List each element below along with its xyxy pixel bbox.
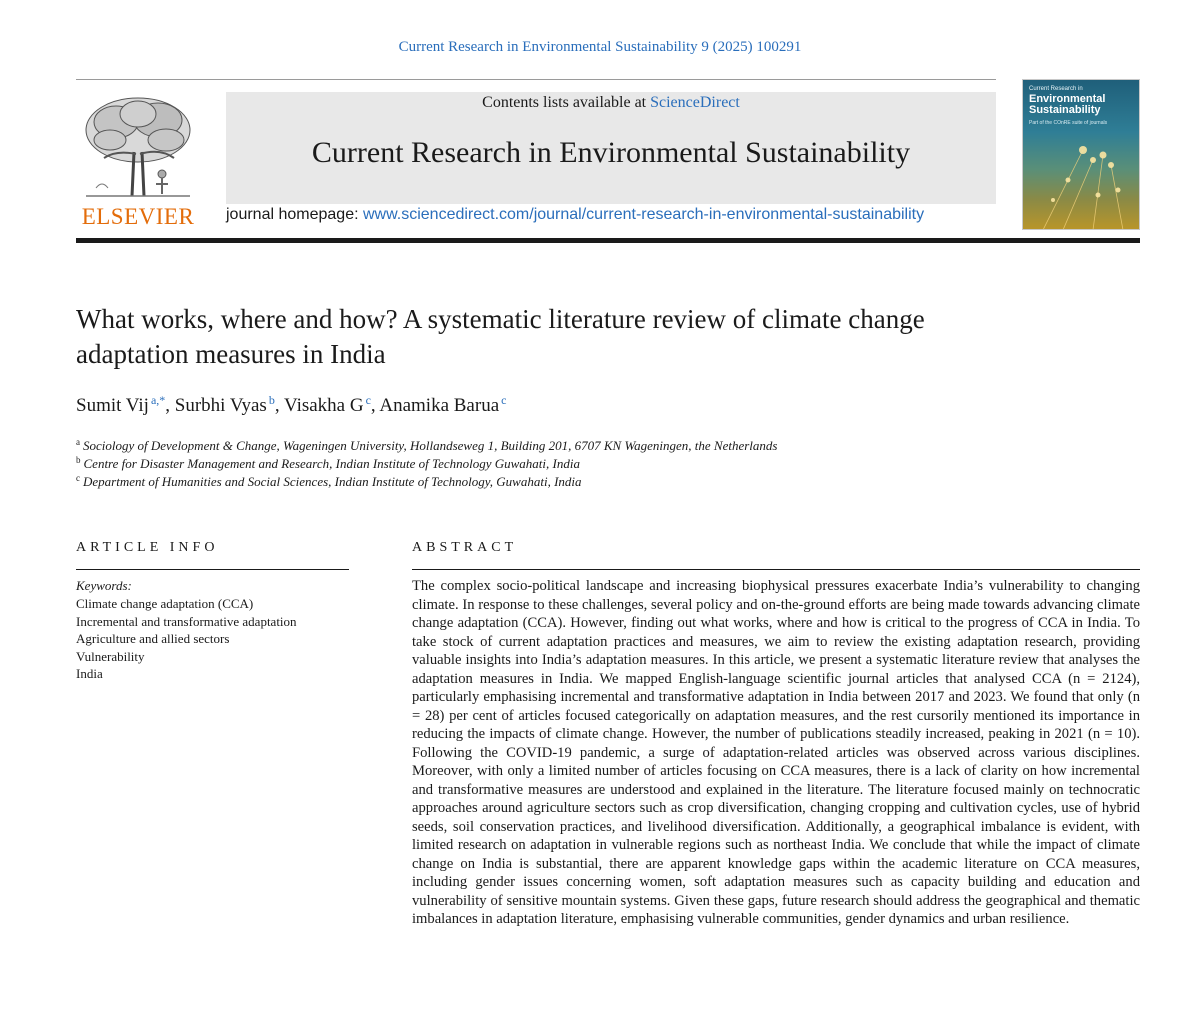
affiliation-label: c: [76, 473, 80, 483]
article-info-heading: ARTICLE INFO: [76, 540, 219, 555]
author-affiliation-mark[interactable]: a,*: [150, 393, 166, 407]
sciencedirect-link[interactable]: ScienceDirect: [650, 94, 740, 111]
cover-subtitle: Part of the COnRE suite of journals: [1029, 120, 1108, 126]
abstract-body: The complex socio-political landscape and increasing biophysical pressures exacerbate India’s vulnerability to changing climate. In response to these challenges, several policy and on-the-ground efforts are being made towards advancing climate change adaptation (CCA). However, finding out what works, where and how is critical to the progress of CCA in India. To take stock of current adaptation practices and measures, we aim to review the existing adaptation research, providing valuable insights into India’s adaptation measures. In this article, we present a systematic literature review that analyses the adaptation measures in India. We mapped English-language scientific journal articles that analysed CCA (n = 2124), particularly emphasising incremental and transformative adaptation in India between 2017 and 2023. We found that only (n = 28) per cent of articles focused categorically on adaptation measures, and the rest cursorily mentioned its importance in reducing the impacts of climate change. However, the number of publications steadily increased, peaking in 2021 (n = 10). Following the COVID-19 pandemic, a surge of adaptation-related articles was observed across various disciplines. Moreover, with only a limited number of articles focusing on CCA measures, there is a lack of clarity on how incremental and transformative measures are understood and explained in the literature. The literature focused mainly on technocratic approaches around agriculture sectors such as crop diversification, changing cropping and cultivation cycles, use of hybrid seeds, soil conservation practices, and livelihood diversification. Additionally, a geographical imbalance is evident, with limited research on adaptation in vulnerable regions such as northeast India. We conclude that while the impact of climate change on India is substantial, there are apparent knowledge gaps within the academic literature on CCA measures, including gender issues concerning women, soft adaptation measures such as capacity building and education and vulnerability of sensitive mountain systems. Given these gaps, future research should address the geographical and thematic imbalances in adaptation literature, emphasising vulnerable communities, gender dynamics and urban resilience.: [412, 578, 1140, 927]
author-affiliation-mark[interactable]: c: [501, 393, 507, 407]
journal-homepage-link[interactable]: www.sciencedirect.com/journal/current-research-in-environmental-sustainability: [362, 206, 925, 223]
contents-prefix: Contents lists available at: [482, 94, 651, 111]
author-list: Sumit Vij $^{a,*}$, Surbhi Vyas $^b$, Visakha G $^c$, Anamika Barua $^c$: [76, 393, 507, 416]
cover-title: Environmental Sustainability: [1029, 93, 1106, 116]
affiliation: [76, 455, 580, 472]
keyword-item: Climate change adaptation (CCA): [76, 596, 254, 611]
elsevier-wordmark: ELSEVIER: [81, 204, 195, 229]
affiliation: [76, 437, 777, 454]
affiliation-text: Department of Humanities and Social Sciences, Indian Institute of Technology, Guwahati, India: [83, 474, 582, 489]
keyword-item: Incremental and transformative adaptation: [76, 613, 297, 629]
cover-droplets-icon: [1023, 80, 1140, 230]
keyword-item: Vulnerability: [76, 648, 145, 664]
keyword-item: India: [76, 666, 103, 681]
cover-small-text: Current Research in: [1029, 86, 1083, 92]
abstract-rule: [412, 569, 1140, 570]
affiliation-label: a: [76, 437, 80, 447]
journal-banner: [226, 92, 996, 204]
journal-title: Current Research in Environmental Sustainability: [311, 136, 911, 169]
keywords-label: Keywords:: [76, 578, 132, 593]
journal-homepage-line: [226, 206, 996, 224]
author-affiliation-mark[interactable]: b: [268, 393, 275, 407]
author-name[interactable]: Sumit Vij: [76, 395, 149, 416]
homepage-label: journal homepage:: [226, 206, 363, 223]
abstract-heading: ABSTRACT: [412, 540, 518, 555]
elsevier-tree-icon: [76, 92, 200, 202]
header-top-rule: [76, 79, 996, 80]
affiliation: [76, 473, 582, 490]
article-title: What works, where and how? A systematic literature review of climate change adaptation measures in India: [76, 304, 925, 369]
affiliation-text: Centre for Disaster Management and Research, Indian Institute of Technology Guwahati, India: [83, 456, 580, 471]
journal-citation-link[interactable]: Current Research in Environmental Sustainability 9 (2025) 100291: [398, 39, 802, 55]
journal-cover-image[interactable]: [1022, 79, 1140, 230]
contents-available-line: [226, 94, 996, 112]
article-info-rule: [76, 569, 349, 570]
keyword-item: Agriculture and allied sectors: [76, 631, 230, 646]
affiliation-label: b: [76, 455, 81, 465]
author-name[interactable]: Surbhi Vyas: [174, 395, 267, 416]
elsevier-logo[interactable]: [76, 92, 200, 230]
header-bottom-rule: [76, 238, 1140, 243]
author-affiliation-mark[interactable]: c: [365, 393, 371, 407]
affiliation-text: Sociology of Development & Change, Wageningen University, Hollandseweg 1, Building 201, 6707 KN Wageningen, the Netherlands: [83, 438, 778, 453]
author-name[interactable]: Anamika Barua: [379, 395, 500, 416]
keywords-list: [76, 595, 297, 683]
author-name[interactable]: Visakha G: [283, 395, 364, 416]
